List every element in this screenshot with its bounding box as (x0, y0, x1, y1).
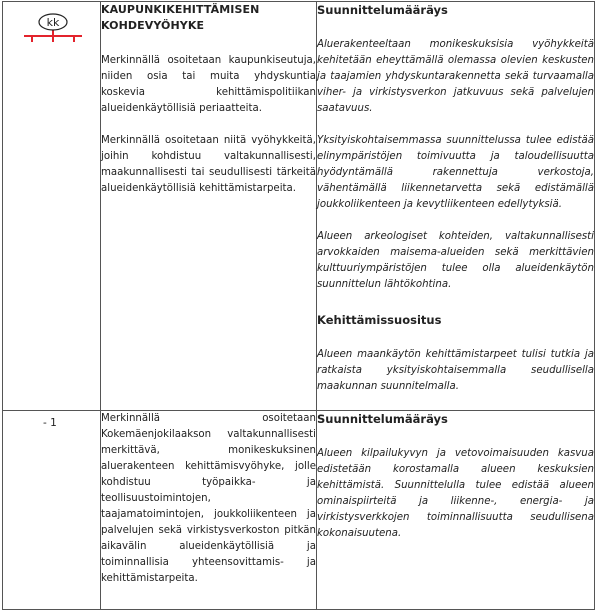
description-paragraph: Merkinnällä osoitetaan niitä vyöhykkeitä, joihin kohdistuu valtakunnallisesti, maakunnallisesti tai seudullisesti tärkeitä alueidenkäytöllisiä kehittämistarpeita. (101, 135, 316, 194)
zone-symbol (3, 2, 100, 42)
section-heading: Kehittämissuositus (317, 313, 442, 327)
regulation-cell (317, 2, 595, 411)
regulation-paragraph: Alueen kilpailukyvyn ja vetovoimaisuuden kasvua edistetään korostamalla alueen keskuksien kehittämistä. Suunnittelulla tulee edistää alueen ominaispiirteitä ja liikenne-, energia- ja virkistysverkkojen toiminnallisuutta seudullisena kokonaisuutena. (317, 448, 594, 539)
description-paragraph: Merkinnällä osoitetaan kaupunkiseutuja, niiden osia tai muita yhdyskuntia koskevia kehittämispolitiikan alueidenkäytöllisiä periaatteita. (101, 55, 316, 114)
regulation-paragraph: Yksityiskohtaisemmassa suunnittelussa tulee edistää elinympäristöjen toimivuutta ja taloudellisuutta hyödyntämällä rakennettuja verkostoja, vähentämällä liikennetarvetta sekä edistämällä joukkoliikenteen ja kevytliikenteen edellytyksiä. (317, 135, 594, 210)
regulation-paragraph: Alueen arkeologiset kohteiden, valtakunnallisesti arvokkaiden maisema-alueiden sekä merkittävien kulttuuriympäristöjen tulee olla alueidenkäytön suunnittelun lähtökohtina. (317, 231, 594, 290)
regulation-cell (317, 411, 595, 610)
symbol-cell (3, 411, 101, 610)
description-cell (101, 411, 317, 610)
regulation-paragraph: Aluerakenteeltaan monikeskuksisia vyöhykkeitä kehitetään eheyttämällä olemassa olevien keskusten ja taajamien yhdyskuntarakennetta sekä turvaamalla viher- ja virkistysverkon jatkuvuus sekä palvelujen saatavuus. (317, 39, 594, 114)
regulation-table (2, 1, 595, 610)
zone-symbol-icon (3, 2, 100, 42)
recommendation-paragraph: Alueen maankäytön kehittämistarpeet tulisi tutkia ja ratkaista yksityiskohtaisemmalla seudullisella maakunnan suunnitelmalla. (317, 349, 594, 392)
row-number: - 1 (43, 417, 57, 429)
zone-title: KAUPUNKIKEHITTÄMISEN KOHDEVYÖHYKE (101, 3, 260, 32)
section-heading: Suunnittelumääräys (317, 3, 448, 17)
description-cell (101, 2, 317, 411)
table-row (3, 2, 595, 411)
symbol-label: kk (46, 16, 60, 29)
table-row (3, 411, 595, 610)
section-heading: Suunnittelumääräys (317, 412, 448, 426)
description-paragraph: Merkinnällä osoitetaan Kokemäenjokilaakson valtakunnallisesti merkittävä, monikeskuksinen aluerakenteen kehittämisvyöhyke, jolle kohdistuu työpaikka- ja teollisuustoimintojen, taajamatoimintojen, joukkoliikenteen ja palvelujen sekä virkistysverkoston pitkän aikavälin alueidenkäytöllisiä ja toiminnallisia yhteensovittamis- ja kehittämistarpeita. (101, 413, 316, 584)
symbol-cell (3, 2, 101, 411)
